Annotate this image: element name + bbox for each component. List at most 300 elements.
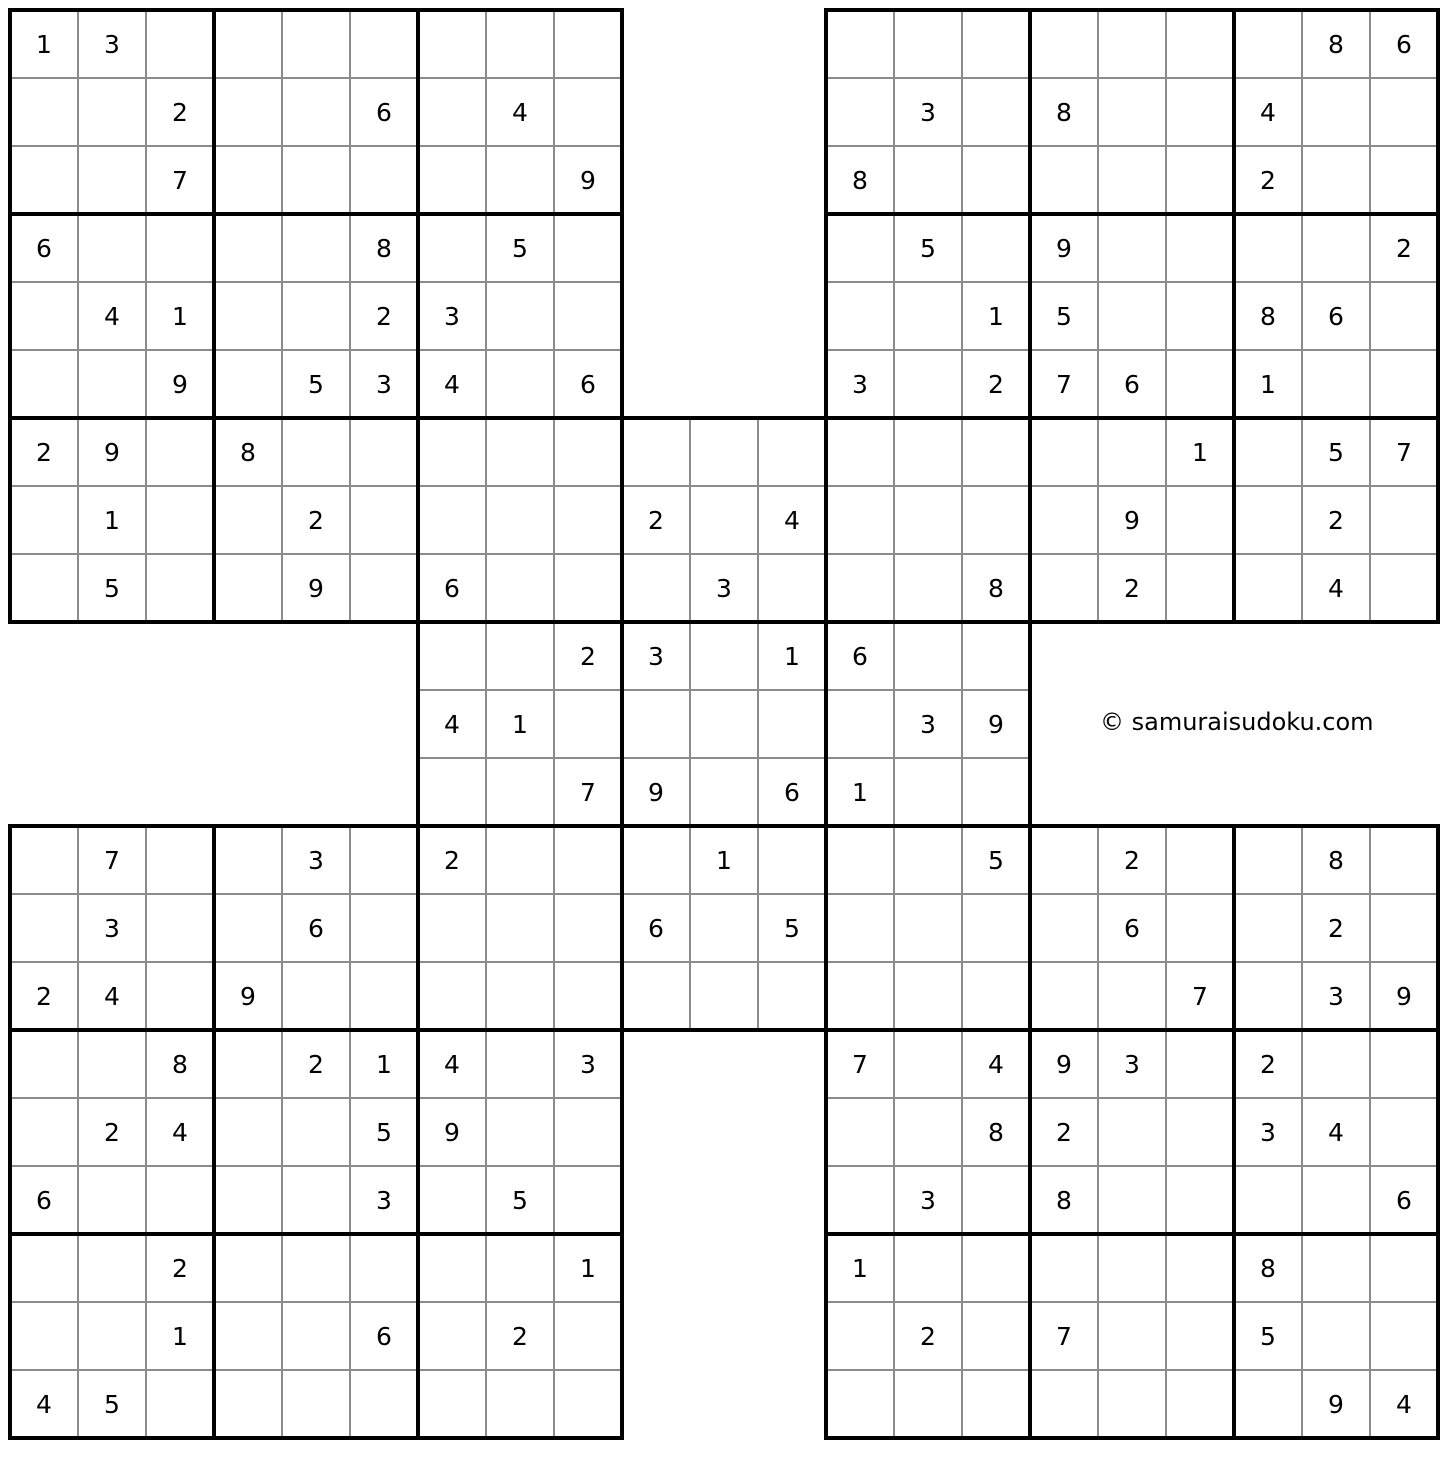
sudoku-cell[interactable] [486,894,554,962]
sudoku-cell[interactable] [1098,1302,1166,1370]
given-digit: 8 [852,166,868,195]
sudoku-cell[interactable] [1370,554,1438,622]
sudoku-cell[interactable] [146,894,214,962]
sudoku-cell[interactable] [146,214,214,282]
sudoku-cell[interactable] [282,214,350,282]
sudoku-cell[interactable] [894,962,962,1030]
sudoku-cell[interactable] [1234,10,1302,78]
given-digit: 4 [36,1390,52,1419]
sudoku-cell[interactable] [1030,10,1098,78]
sudoku-cell[interactable] [894,350,962,418]
sudoku-cell[interactable] [1030,1234,1098,1302]
sudoku-cell[interactable] [350,418,418,486]
sudoku-cell[interactable] [1370,826,1438,894]
sudoku-cell[interactable] [622,826,690,894]
sudoku-cell[interactable] [282,1166,350,1234]
sudoku-cell[interactable] [894,10,962,78]
sudoku-cell[interactable] [758,418,826,486]
sudoku-cell[interactable] [962,622,1030,690]
given-digit: 8 [1260,1254,1276,1283]
sudoku-cell[interactable] [962,418,1030,486]
sudoku-cell[interactable] [282,1370,350,1438]
sudoku-cell[interactable] [282,1302,350,1370]
given-digit: 8 [376,234,392,263]
sudoku-cell[interactable] [554,894,622,962]
sudoku-cell[interactable] [1098,1098,1166,1166]
sudoku-cell[interactable] [214,282,282,350]
sudoku-cell[interactable] [1234,1166,1302,1234]
sudoku-cell[interactable] [554,10,622,78]
sudoku-cell[interactable] [1098,1234,1166,1302]
sudoku-cell[interactable] [418,214,486,282]
sudoku-cell[interactable] [826,418,894,486]
sudoku-cell[interactable] [1030,554,1098,622]
sudoku-cell[interactable] [214,1166,282,1234]
sudoku-cell[interactable] [962,1302,1030,1370]
sudoku-cell[interactable] [78,1234,146,1302]
sudoku-cell[interactable] [214,10,282,78]
given-digit: 1 [172,1322,188,1351]
given-digit: 7 [1396,438,1412,467]
sudoku-cell[interactable] [554,1302,622,1370]
sudoku-cell[interactable] [1098,962,1166,1030]
sudoku-cell[interactable] [1030,418,1098,486]
sudoku-cell[interactable] [282,282,350,350]
sudoku-cell[interactable] [554,418,622,486]
sudoku-cell[interactable] [282,962,350,1030]
sudoku-cell[interactable] [554,486,622,554]
sudoku-cell[interactable] [1370,1234,1438,1302]
sudoku-cell[interactable] [690,690,758,758]
sudoku-cell[interactable] [418,486,486,554]
sudoku-cell[interactable] [1166,1098,1234,1166]
sudoku-cell[interactable] [962,1234,1030,1302]
sudoku-cell[interactable] [1166,1302,1234,1370]
given-digit: 5 [1056,302,1072,331]
given-digit: 2 [444,846,460,875]
given-digit: 5 [1328,438,1344,467]
given-digit: 2 [1124,574,1140,603]
sudoku-cell[interactable] [78,350,146,418]
given-digit: 7 [104,846,120,875]
sudoku-cell[interactable] [1030,894,1098,962]
given-digit: 1 [376,1050,392,1079]
given-digit: 6 [308,914,324,943]
sudoku-cell[interactable] [826,282,894,350]
sudoku-cell[interactable] [418,1302,486,1370]
given-digit: 8 [988,1118,1004,1147]
sudoku-cell[interactable] [282,146,350,214]
sudoku-cell[interactable] [1098,1166,1166,1234]
sudoku-cell[interactable] [758,554,826,622]
sudoku-cell[interactable] [1166,146,1234,214]
sudoku-cell[interactable] [1234,962,1302,1030]
sudoku-cell[interactable] [894,1234,962,1302]
given-digit: 5 [308,370,324,399]
sudoku-cell[interactable] [418,1166,486,1234]
sudoku-cell[interactable] [350,554,418,622]
sudoku-cell[interactable] [1370,146,1438,214]
given-digit: 2 [920,1322,936,1351]
sudoku-cell[interactable] [1234,894,1302,962]
sudoku-cell[interactable] [10,78,78,146]
sudoku-cell[interactable] [418,10,486,78]
sudoku-cell[interactable] [486,758,554,826]
sudoku-cell[interactable] [690,622,758,690]
given-digit: 5 [104,574,120,603]
sudoku-cell[interactable] [894,758,962,826]
sudoku-cell[interactable] [1166,214,1234,282]
sudoku-cell[interactable] [282,1098,350,1166]
sudoku-cell[interactable] [10,282,78,350]
sudoku-cell[interactable] [1234,214,1302,282]
sudoku-cell[interactable] [1302,1234,1370,1302]
sudoku-cell[interactable] [1166,826,1234,894]
sudoku-cell[interactable] [962,1370,1030,1438]
sudoku-cell[interactable] [1030,962,1098,1030]
sudoku-cell[interactable] [146,962,214,1030]
sudoku-cell[interactable] [1302,146,1370,214]
given-digit: 2 [104,1118,120,1147]
sudoku-cell[interactable] [1098,10,1166,78]
given-digit: 6 [580,370,596,399]
sudoku-cell[interactable] [214,826,282,894]
sudoku-cell[interactable] [10,350,78,418]
sudoku-cell[interactable] [146,10,214,78]
sudoku-cell[interactable] [554,826,622,894]
sudoku-cell[interactable] [1302,214,1370,282]
sudoku-cell[interactable] [1098,282,1166,350]
sudoku-cell[interactable] [1234,554,1302,622]
given-digit: 3 [648,642,664,671]
sudoku-cell[interactable] [894,1030,962,1098]
sudoku-cell[interactable] [282,418,350,486]
sudoku-cell[interactable] [1302,1030,1370,1098]
given-digit: 1 [1260,370,1276,399]
sudoku-cell[interactable] [486,1234,554,1302]
sudoku-cell[interactable] [486,1370,554,1438]
sudoku-cell[interactable] [10,826,78,894]
sudoku-cell[interactable] [894,826,962,894]
sudoku-cell[interactable] [486,10,554,78]
sudoku-cell[interactable] [1370,350,1438,418]
given-digit: 3 [920,710,936,739]
given-digit: 9 [444,1118,460,1147]
sudoku-cell[interactable] [486,826,554,894]
given-digit: 4 [1260,98,1276,127]
sudoku-cell[interactable] [1166,1166,1234,1234]
sudoku-cell[interactable] [418,418,486,486]
sudoku-cell[interactable] [214,1030,282,1098]
sudoku-cell[interactable] [418,1234,486,1302]
given-digit: 5 [376,1118,392,1147]
sudoku-cell[interactable] [214,1098,282,1166]
sudoku-cell[interactable] [826,1098,894,1166]
sudoku-cell[interactable] [962,758,1030,826]
sudoku-cell[interactable] [894,1098,962,1166]
sudoku-cell[interactable] [214,350,282,418]
sudoku-cell[interactable] [1166,486,1234,554]
given-digit: 6 [376,98,392,127]
sudoku-cell[interactable] [554,962,622,1030]
sudoku-cell[interactable] [622,418,690,486]
sudoku-cell[interactable] [894,894,962,962]
sudoku-cell[interactable] [894,622,962,690]
sudoku-cell[interactable] [894,146,962,214]
sudoku-cell[interactable] [690,962,758,1030]
sudoku-cell[interactable] [826,214,894,282]
given-digit: 9 [308,574,324,603]
sudoku-cell[interactable] [1302,350,1370,418]
sudoku-cell[interactable] [486,962,554,1030]
sudoku-cell[interactable] [486,554,554,622]
given-digit: 3 [1124,1050,1140,1079]
sudoku-cell[interactable] [10,1098,78,1166]
sudoku-cell[interactable] [418,1370,486,1438]
sudoku-cell[interactable] [418,894,486,962]
sudoku-cell[interactable] [214,554,282,622]
sudoku-cell[interactable] [1234,486,1302,554]
sudoku-cell[interactable] [350,962,418,1030]
sudoku-cell[interactable] [486,350,554,418]
sudoku-cell[interactable] [1370,78,1438,146]
sudoku-cell[interactable] [418,962,486,1030]
sudoku-cell[interactable] [758,826,826,894]
sudoku-cell[interactable] [78,146,146,214]
sudoku-cell[interactable] [1098,146,1166,214]
sudoku-cell[interactable] [622,690,690,758]
sudoku-cell[interactable] [1166,554,1234,622]
sudoku-cell[interactable] [962,486,1030,554]
sudoku-cell[interactable] [1166,10,1234,78]
given-digit: 3 [920,98,936,127]
sudoku-cell[interactable] [962,1166,1030,1234]
sudoku-cell[interactable] [554,1098,622,1166]
sudoku-cell[interactable] [962,78,1030,146]
sudoku-cell[interactable] [418,78,486,146]
sudoku-cell[interactable] [146,418,214,486]
sudoku-cell[interactable] [214,214,282,282]
given-digit: 2 [308,1050,324,1079]
given-digit: 7 [580,778,596,807]
sudoku-cell[interactable] [282,78,350,146]
sudoku-cell[interactable] [78,1302,146,1370]
sudoku-cell[interactable] [894,418,962,486]
sudoku-cell[interactable] [486,418,554,486]
sudoku-cell[interactable] [78,214,146,282]
given-digit: 3 [920,1186,936,1215]
sudoku-cell[interactable] [146,1370,214,1438]
sudoku-cell[interactable] [826,554,894,622]
sudoku-cell[interactable] [214,1302,282,1370]
sudoku-cell[interactable] [1030,486,1098,554]
sudoku-cell[interactable] [78,78,146,146]
sudoku-cell[interactable] [1234,1370,1302,1438]
sudoku-cell[interactable] [826,486,894,554]
sudoku-cell[interactable] [350,10,418,78]
sudoku-cell[interactable] [1098,418,1166,486]
sudoku-cell[interactable] [690,418,758,486]
sudoku-cell[interactable] [1166,1370,1234,1438]
sudoku-cell[interactable] [690,894,758,962]
given-digit: 7 [852,1050,868,1079]
sudoku-cell[interactable] [554,78,622,146]
sudoku-cell[interactable] [826,1370,894,1438]
sudoku-cell[interactable] [1098,214,1166,282]
sudoku-cell[interactable] [350,826,418,894]
given-digit: 3 [376,1186,392,1215]
given-digit: 1 [580,1254,596,1283]
given-digit: 4 [172,1118,188,1147]
sudoku-cell[interactable] [1370,1098,1438,1166]
sudoku-cell[interactable] [10,1030,78,1098]
given-digit: 2 [36,982,52,1011]
given-digit: 6 [1396,30,1412,59]
sudoku-cell[interactable] [486,486,554,554]
sudoku-cell[interactable] [282,1234,350,1302]
sudoku-cell[interactable] [214,1370,282,1438]
sudoku-cell[interactable] [1302,1166,1370,1234]
sudoku-cell[interactable] [1302,1302,1370,1370]
sudoku-cell[interactable] [214,146,282,214]
sudoku-cell[interactable] [1166,894,1234,962]
sudoku-cell[interactable] [350,894,418,962]
sudoku-cell[interactable] [418,146,486,214]
given-digit: 2 [648,506,664,535]
sudoku-cell[interactable] [962,10,1030,78]
given-digit: 4 [1328,1118,1344,1147]
sudoku-cell[interactable] [486,282,554,350]
sudoku-cell[interactable] [962,214,1030,282]
sudoku-cell[interactable] [826,962,894,1030]
sudoku-cell[interactable] [962,146,1030,214]
sudoku-cell[interactable] [10,554,78,622]
sudoku-cell[interactable] [78,1030,146,1098]
sudoku-cell[interactable] [1166,1030,1234,1098]
sudoku-cell[interactable] [1030,146,1098,214]
given-digit: 1 [784,642,800,671]
given-digit: 6 [376,1322,392,1351]
sudoku-cell[interactable] [622,962,690,1030]
sudoku-cell[interactable] [1166,78,1234,146]
sudoku-cell[interactable] [1030,826,1098,894]
sudoku-cell[interactable] [214,1234,282,1302]
sudoku-cell[interactable] [554,282,622,350]
sudoku-cell[interactable] [1166,350,1234,418]
sudoku-cell[interactable] [894,1370,962,1438]
sudoku-cell[interactable] [894,486,962,554]
sudoku-cell[interactable] [826,78,894,146]
sudoku-cell[interactable] [10,486,78,554]
sudoku-cell[interactable] [1234,418,1302,486]
sudoku-cell[interactable] [10,1302,78,1370]
sudoku-cell[interactable] [350,146,418,214]
sudoku-cell[interactable] [690,486,758,554]
sudoku-cell[interactable] [1098,1370,1166,1438]
sudoku-cell[interactable] [146,1166,214,1234]
sudoku-cell[interactable] [282,10,350,78]
sudoku-cell[interactable] [554,1166,622,1234]
given-digit: 3 [716,574,732,603]
sudoku-cell[interactable] [486,1030,554,1098]
given-digit: 4 [988,1050,1004,1079]
sudoku-cell[interactable] [826,10,894,78]
sudoku-cell[interactable] [78,1166,146,1234]
sudoku-cell[interactable] [962,962,1030,1030]
sudoku-cell[interactable] [1234,826,1302,894]
sudoku-cell[interactable] [350,486,418,554]
sudoku-cell[interactable] [10,146,78,214]
given-digit: 9 [988,710,1004,739]
given-digit: 1 [1192,438,1208,467]
sudoku-cell[interactable] [758,690,826,758]
sudoku-cell[interactable] [826,1166,894,1234]
sudoku-cell[interactable] [554,214,622,282]
sudoku-cell[interactable] [418,622,486,690]
sudoku-cell[interactable] [1370,1302,1438,1370]
sudoku-cell[interactable] [10,1234,78,1302]
given-digit: 8 [1328,30,1344,59]
sudoku-cell[interactable] [826,1302,894,1370]
sudoku-cell[interactable] [1166,282,1234,350]
given-digit: 9 [648,778,664,807]
sudoku-cell[interactable] [1370,1030,1438,1098]
sudoku-cell[interactable] [1030,1370,1098,1438]
sudoku-cell[interactable] [1166,1234,1234,1302]
sudoku-cell[interactable] [350,1370,418,1438]
sudoku-cell[interactable] [214,486,282,554]
sudoku-cell[interactable] [1370,894,1438,962]
given-digit: 5 [104,1390,120,1419]
sudoku-cell[interactable] [146,486,214,554]
sudoku-cell[interactable] [758,962,826,1030]
given-digit: 5 [1260,1322,1276,1351]
given-digit: 4 [444,710,460,739]
sudoku-cell[interactable] [826,690,894,758]
given-digit: 4 [444,1050,460,1079]
sudoku-cell[interactable] [1098,78,1166,146]
sudoku-cell[interactable] [486,622,554,690]
sudoku-cell[interactable] [554,690,622,758]
sudoku-cell[interactable] [1370,282,1438,350]
sudoku-cell[interactable] [1302,78,1370,146]
given-digit: 1 [716,846,732,875]
sudoku-cell[interactable] [622,554,690,622]
sudoku-cell[interactable] [214,78,282,146]
sudoku-cell[interactable] [554,1370,622,1438]
sudoku-cell[interactable] [214,894,282,962]
sudoku-cell[interactable] [554,554,622,622]
sudoku-cell[interactable] [350,1234,418,1302]
sudoku-cell[interactable] [10,894,78,962]
sudoku-cell[interactable] [962,894,1030,962]
sudoku-cell[interactable] [826,826,894,894]
sudoku-cell[interactable] [826,894,894,962]
sudoku-cell[interactable] [1370,486,1438,554]
given-digit: 5 [920,234,936,263]
sudoku-cell[interactable] [418,758,486,826]
sudoku-cell[interactable] [146,826,214,894]
given-digit: 2 [580,642,596,671]
sudoku-cell[interactable] [690,758,758,826]
sudoku-cell[interactable] [894,554,962,622]
sudoku-cell[interactable] [894,282,962,350]
given-digit: 4 [784,506,800,535]
sudoku-cell[interactable] [486,146,554,214]
sudoku-cell[interactable] [146,554,214,622]
given-digit: 4 [512,98,528,127]
sudoku-cell[interactable] [486,1098,554,1166]
